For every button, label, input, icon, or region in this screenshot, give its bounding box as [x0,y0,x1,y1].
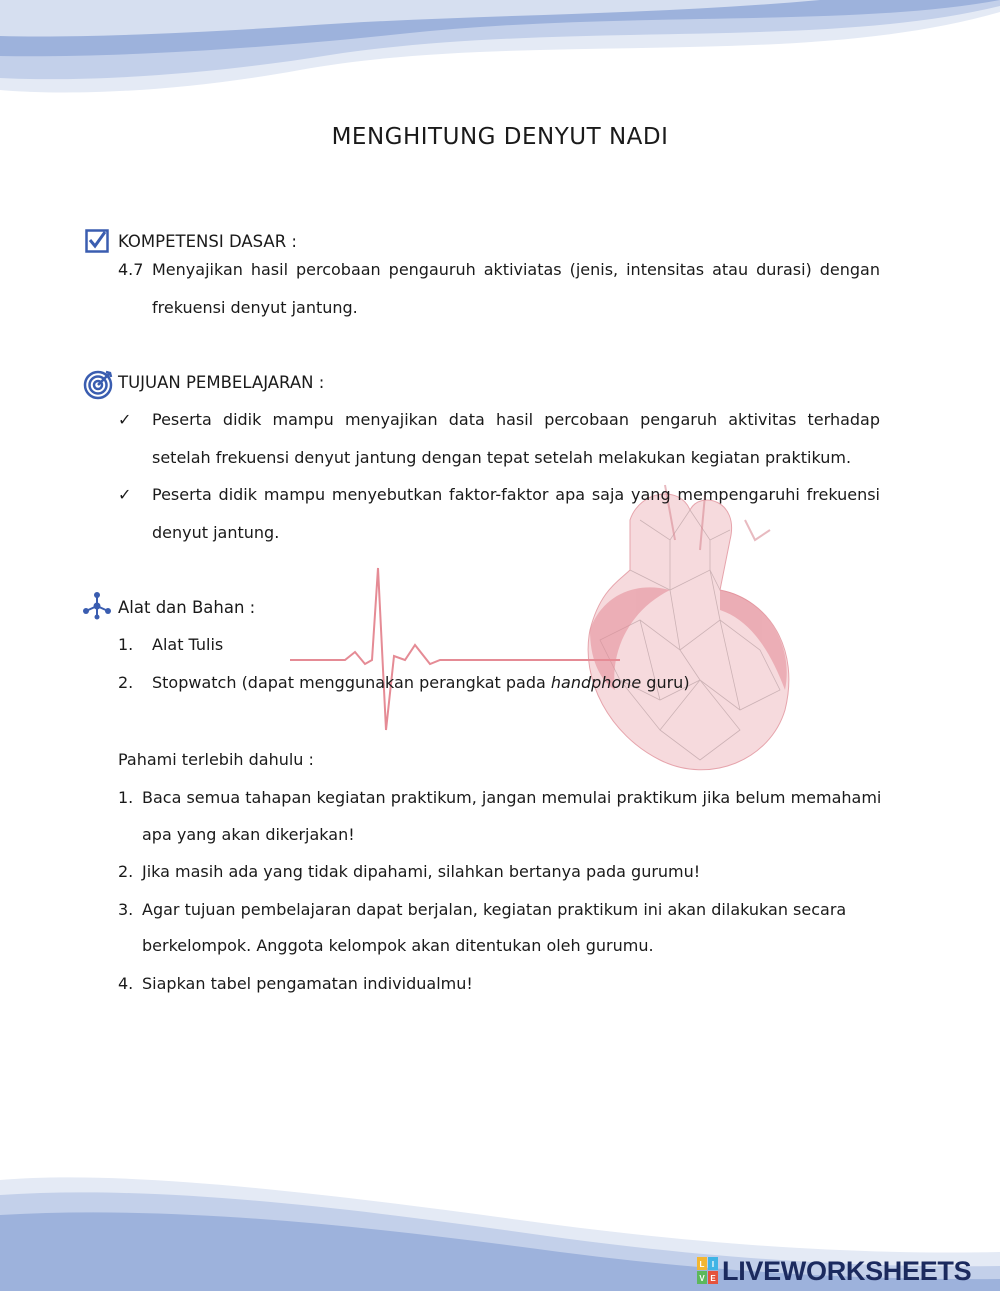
svg-text:V: V [699,1274,705,1283]
svg-text:E: E [710,1274,716,1283]
kompetensi-heading: KOMPETENSI DASAR : [118,232,297,251]
pahami-item-1-line-1: Baca semua tahapan kegiatan praktikum, jangan memulai praktikum jika belum memahami [142,788,882,807]
liveworksheets-blocks-icon [697,1257,719,1285]
alat-item-2-number: 2. [118,673,134,692]
tujuan-bullet-check-icon: ✓ [118,485,132,504]
top-wave-decoration [0,0,1000,120]
tujuan-item-1-line-2: setelah frekuensi denyut jantung dengan tepat setelah melakukan kegiatan praktikum. [152,448,852,467]
alat-item-1-text: Alat Tulis [152,635,224,654]
pahami-item-1-line-2: apa yang akan dikerjakan! [142,825,355,844]
kompetensi-number: 4.7 [118,260,144,279]
alat-item-2-text-italic: handphone [550,673,642,692]
network-nodes-icon [82,591,112,621]
pahami-item-1-number: 1. [118,788,134,807]
kompetensi-line-1: Menyajikan hasil percobaan pengauruh aktiviatas (jenis, intensitas atau durasi) dengan [152,260,880,279]
tujuan-heading: TUJUAN PEMBELAJARAN : [118,373,325,392]
pahami-item-3-line-1: Agar tujuan pembelajaran dapat berjalan, kegiatan praktikum ini akan dilakukan secara [142,900,847,919]
alat-item-1-number: 1. [118,635,134,654]
tujuan-bullet-check-icon: ✓ [118,410,132,429]
pahami-item-4-number: 4. [118,974,134,993]
liveworksheets-logo[interactable] [697,1257,993,1285]
tujuan-item-1-line-1: Peserta didik mampu menyajikan data hasil percobaan pengaruh aktivitas terhadap [152,410,880,429]
target-icon [82,368,114,400]
pahami-item-2-number: 2. [118,862,134,881]
tujuan-item-2-line-2: denyut jantung. [152,523,280,542]
ecg-line-illustration [290,560,620,740]
checkbox-icon [85,229,109,253]
liveworksheets-wordmark: LIVEWORKSHEETS [722,1256,972,1286]
pahami-item-4-line-1: Siapkan tabel pengamatan individualmu! [142,974,473,993]
tujuan-item-2-line-1: Peserta didik mampu menyebutkan faktor-faktor apa saja yang mempengaruhi frekuensi [152,485,880,504]
pahami-item-2-line-1: Jika masih ada yang tidak dipahami, silahkan bertanya pada gurumu! [142,862,701,881]
alat-item-2-text-start: Stopwatch (dapat menggunakan perangkat pada [152,673,551,692]
pahami-heading: Pahami terlebih dahulu : [118,750,314,769]
kompetensi-line-2: frekuensi denyut jantung. [152,298,358,317]
pahami-item-3-line-2: berkelompok. Anggota kelompok akan ditentukan oleh gurumu. [142,936,654,955]
pahami-item-3-number: 3. [118,900,134,919]
alat-item-2-text [152,673,690,693]
page-title: MENGHITUNG DENYUT NADI [331,124,669,150]
alat-heading: Alat dan Bahan : [118,598,256,617]
svg-text:L: L [699,1260,705,1269]
alat-item-2-text-end: guru) [641,673,690,692]
svg-text:I: I [711,1260,715,1269]
